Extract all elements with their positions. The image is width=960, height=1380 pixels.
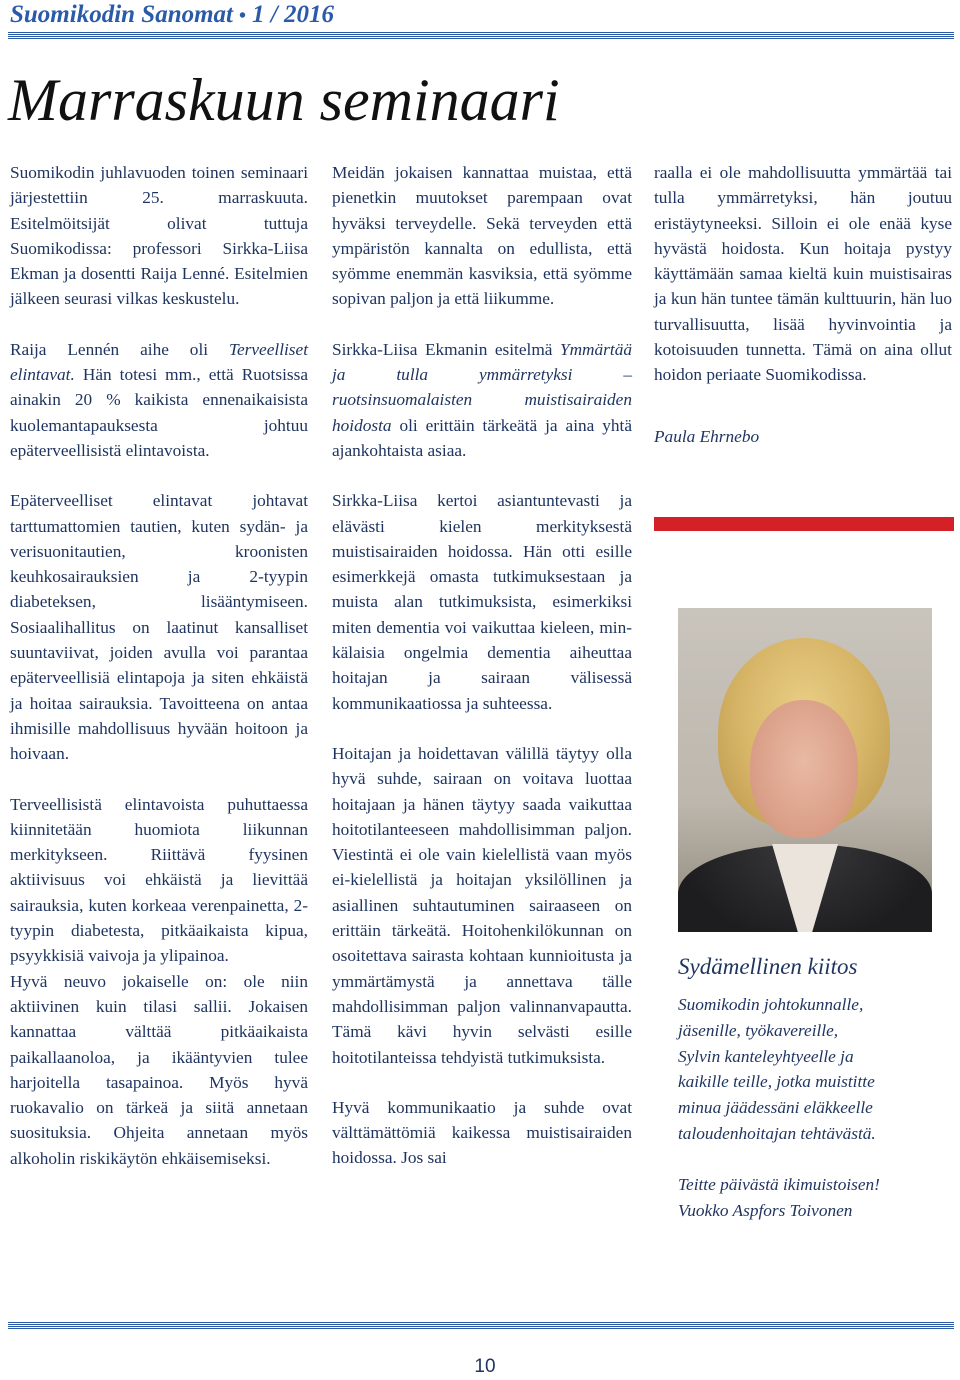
- thanks-line: Suomikodin johtokunnalle,: [678, 995, 864, 1014]
- paragraph: raalla ei ole mahdollisuutta ymmärtää tai tulla ymmärretyksi, hän joutuu eristäytyneeksi. Silloin ei ole enää kyse hyvästä hoidosta. Kun hoitaja pystyy käyttämään samaa kieltä kuin muistisairas ja kun hän tuntee tämän kulttuurin, hän luo turvallisuutta, lisää hyvinvointia ja kotoisuuden tunnetta. Tämä on aina ollut hoidon periaate Suomikodissa.: [654, 163, 952, 385]
- footer-rule: [8, 1322, 954, 1329]
- lecture-title: Ymmärtää ja tulla ymmärretyksi – ruotsinsuomalaisten muistisairaiden hoidosta: [332, 339, 632, 435]
- thanks-box: [678, 952, 948, 1223]
- column-3: [654, 160, 952, 449]
- column-1: [10, 160, 308, 1196]
- bullet-separator: •: [239, 5, 247, 27]
- thanks-signature: Vuokko Aspfors Toivonen: [678, 1200, 853, 1220]
- publication-name: Suomikodin Sanomat: [10, 1, 233, 28]
- portrait-photo: [678, 608, 932, 932]
- thanks-body: [678, 992, 948, 1223]
- page-number: 10: [474, 1356, 496, 1377]
- paragraph: Sirkka-Liisa Ekmanin esitelmä Ymmärtää ja tulla ymmärretyksi – ruotsinsuomalaisten muistisairaiden hoidosta oli erittäin tärkeätä ja aina yhtä ajankohtaista asiaa.: [332, 339, 632, 460]
- paragraph: Sirkka-Liisa kertoi asiantuntevasti ja elävästi kielen merkityksestä muistisairaiden hoidossa. Hän otti esille esimerkkejä omasta tutkimuksestaan ja muista alan tutkimuksista, esimerkiksi miten dementia voi vaikuttaa kieleen, minkälaisia ongelmia dementia aiheuttaa hoitajan ja sairaan välisessä kommunikaatiossa ja suhteessa.: [332, 491, 632, 713]
- paragraph: Terveellisistä elintavoista puhuttaessa kiinnitetään huomiota liikunnan merkitykseen. Riittävä fyysinen aktiivisuus voi ehkäistä ja lievittää sairauksia, kuten korkeaa verenpainetta, 2-tyypin diabetesta, pitkäaikaista kipua, psyykkisiä vaivoja ja ylipainoa.: [10, 794, 308, 966]
- thanks-line: jäsenille, työkavereille,: [678, 1020, 839, 1040]
- paragraph: Hyvä kommunikaatio ja suhde ovat välttämättömiä kaikessa muistisairaiden hoidossa. Jos sai: [332, 1097, 632, 1168]
- thanks-line: minua jäädessäni eläkkeelle: [678, 1098, 873, 1118]
- masthead: [10, 0, 955, 34]
- issue-number: 1 / 2016: [252, 1, 334, 28]
- lecture-title: Terveelliset elintavat.: [10, 339, 308, 385]
- paragraph: Raija Lennén aihe oli Terveelliset elintavat. Hän totesi mm., että Ruotsissa ainakin 20 % kaikista ennenaikaisista kuolemantapauksesta johtuu epäterveellisistä elintavoista.: [10, 339, 308, 460]
- thanks-heading: Sydämellinen kiitos: [678, 954, 858, 979]
- paragraph: Epäterveelliset elintavat johtavat tarttumattomien tautien, kuten sydän- ja verisuonitautien, kroonisten keuhkosairauksien ja 2-tyypin diabeteksen, lisääntymiseen. Sosiaalihallitus on laatinut kansalliset suuntaviivat, joiden avulla voi parantaa epäterveellisiä elintapoja ja siten ehkäistä ja hoitaa sairauksia. Tavoitteena on antaa ihmisille mahdollisuus hyvään hoitoon ja hoivaan.: [10, 491, 308, 764]
- article-title: Marraskuun seminaari: [8, 67, 560, 133]
- paragraph: Hoitajan ja hoidettavan välillä täytyy olla hyvä suhde, sairaan on voitava luottaa hoitajaan ja hänen täytyy saada vaikuttaa hoitotilanteeseen mahdollisimman paljon. Viestintä ei ole vain kielellistä vaan myös ei-kielellistä ja hoitajan yksilöllinen ja asiallinen suhtautuminen sairaaseen on erittäin tärkeätä. Hoitohenkilökunnan on osoitettava sairasta kohtaan kunnioitusta ja ymmärtämystä ja annettava tälle mahdollisimman paljon valinnanvapautta. Tämä kävi hyvin selvästi esille hoitotilanteissa tehdyistä tutkimuksista.: [332, 743, 632, 1067]
- thanks-line: taloudenhoitajan tehtävästä.: [678, 1123, 876, 1143]
- thanks-line: Sylvin kanteleyhtyeelle ja: [678, 1046, 854, 1066]
- paragraph: Suomikodin juhlavuoden toinen seminaari järjestettiin 25. marraskuuta. Esitelmöitsijät olivat tuttuja Suomikodissa: professori Sirkka-Liisa Ekman ja dosentti Raija Lenné. Esitelmien jälkeen seurasi vilkas keskustelu.: [10, 163, 308, 309]
- author-signature: Paula Ehrnebo: [654, 426, 760, 446]
- red-divider: [654, 517, 954, 531]
- thanks-line: kaikille teille, jotka muistitte: [678, 1072, 875, 1092]
- column-2: [332, 160, 632, 1196]
- thanks-closing: Teitte päivästä ikimuistoisen!: [678, 1174, 880, 1194]
- paragraph: Hyvä neuvo jokaiselle on: ole niin aktiivinen kuin tilasi sallii. Jokaisen kannattaa välttää pitkäaikaista paikallaanoloa, ja ikääntyvien tulee harjoitella tasapainoa. Myös hyvä ruokavalio on tärkeä ja siitä annetaan suosituksia. Ohjeita annetaan myös alkoholin riskikäytön ehkäisemiseksi.: [10, 971, 308, 1168]
- header-rule: [8, 32, 954, 39]
- paragraph: Meidän jokaisen kannattaa muistaa, että pienetkin muutokset parempaan ovat hyväksi terveydelle. Sekä terveyden että ympäristön kannalta on edullista, että syömme enemmän kasviksia, että syömme sopivan paljon ja että liikumme.: [332, 163, 632, 309]
